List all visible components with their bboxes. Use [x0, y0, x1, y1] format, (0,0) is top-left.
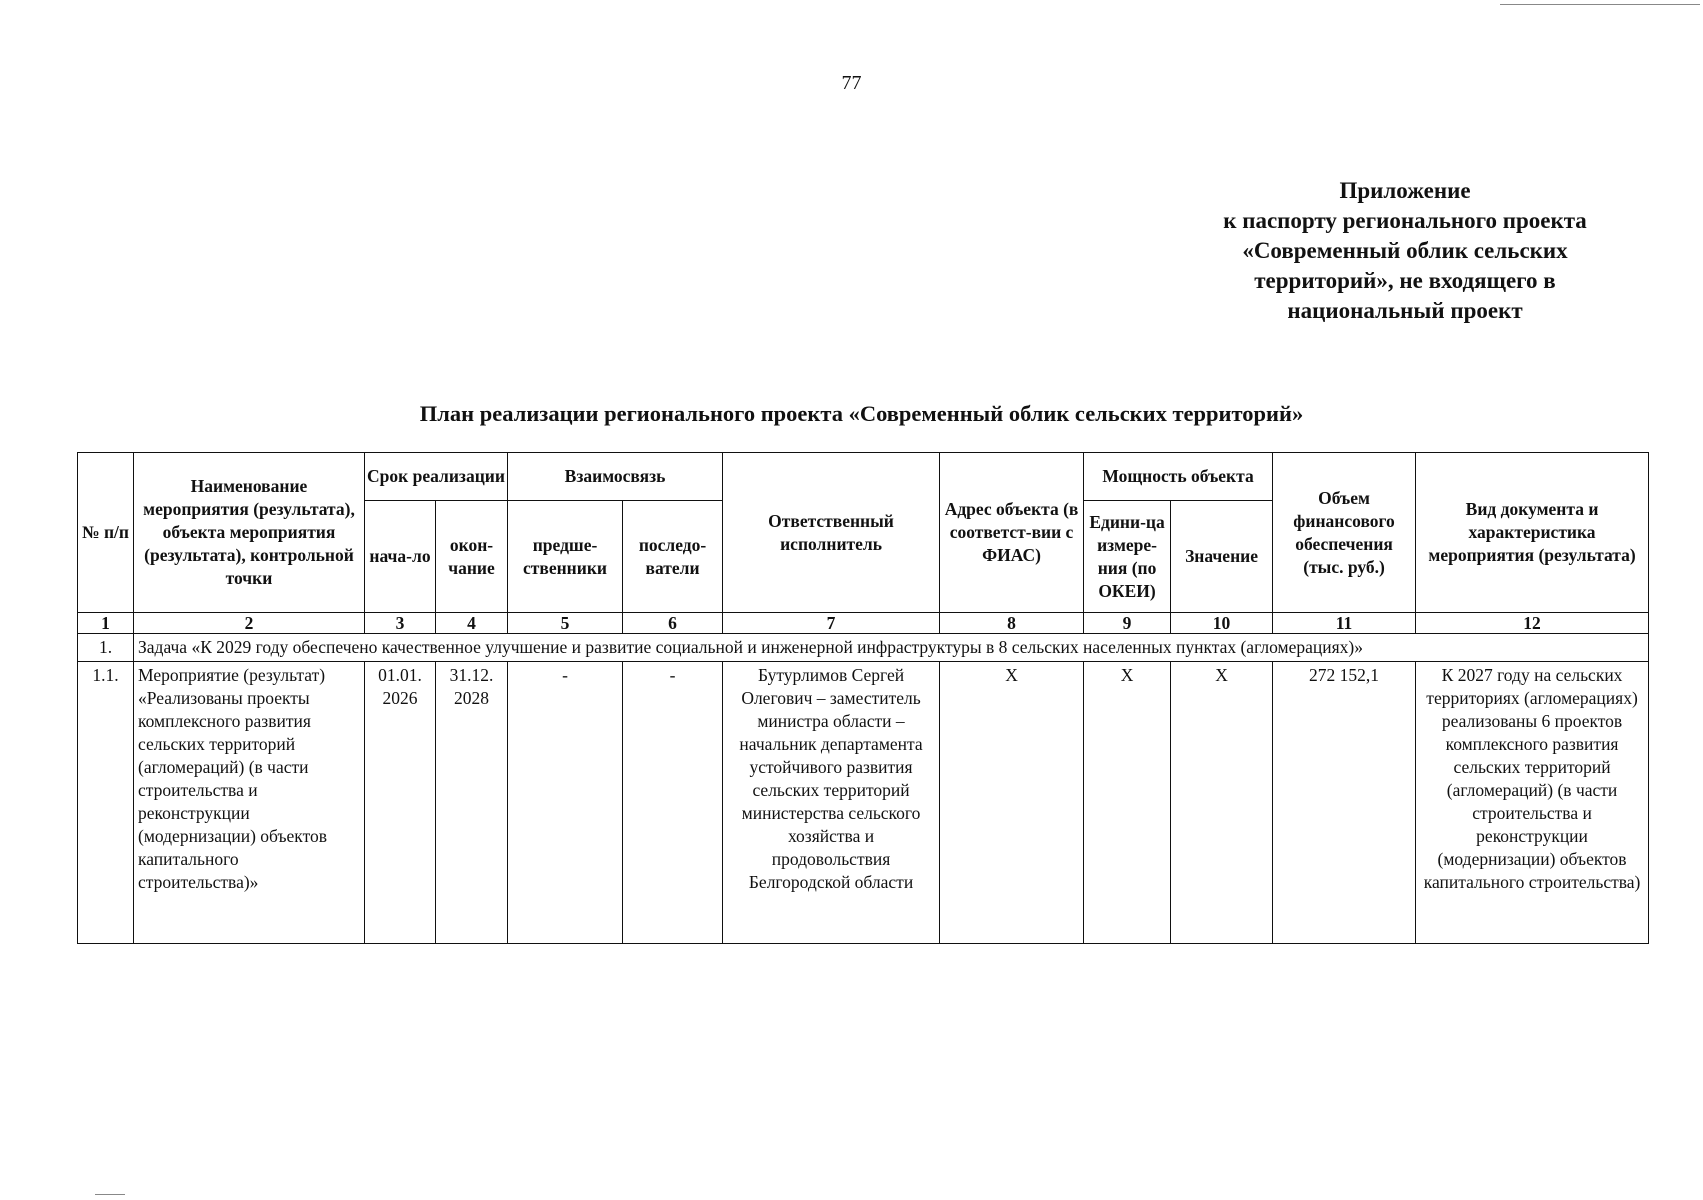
row-responsible: Бутурлимов Сергей Олегович – заместитель министра области – начальник департамента устойчивого развития сельских территорий министерства сельского хозяйства и продовольствия Белгородской области: [723, 662, 940, 944]
row-next: -: [623, 662, 723, 944]
table-row: [78, 662, 1649, 944]
header-term: Срок реализации: [365, 453, 508, 501]
plan-title: План реализации регионального проекта «Современный облик сельских территорий»: [419, 401, 1304, 426]
header-term-start: нача-ло: [365, 501, 436, 613]
header-name: Наименование мероприятия (результата), объекта мероприятия (результата), контрольной точки: [134, 453, 365, 613]
page-number: 77: [841, 72, 862, 94]
appendix-line: к паспорту регионального проекта: [1223, 208, 1587, 233]
header-doc-type: Вид документа и характеристика мероприятия (результата): [1416, 453, 1649, 613]
header-address: Адрес объекта (в соответст-вии с ФИАС): [940, 453, 1084, 613]
header-relation-prev: предше-ственники: [508, 501, 623, 613]
scan-edge-mark: [1500, 4, 1700, 5]
column-number: 9: [1084, 613, 1171, 634]
implementation-plan-table: [77, 452, 1649, 944]
column-number: 1: [78, 613, 134, 634]
task-row: [78, 634, 1649, 662]
row-value: Х: [1171, 662, 1273, 944]
row-funding: 272 152,1: [1273, 662, 1416, 944]
column-number: 12: [1416, 613, 1649, 634]
header-responsible: Ответственный исполнитель: [723, 453, 940, 613]
column-number: 3: [365, 613, 436, 634]
row-address: Х: [940, 662, 1084, 944]
scan-edge-mark: [95, 1194, 125, 1195]
column-number: 10: [1171, 613, 1273, 634]
column-number: 2: [134, 613, 365, 634]
row-num: 1.1.: [78, 662, 134, 944]
row-doc: К 2027 году на сельских территориях (агломерациях) реализованы 6 проектов комплексного развития сельских территорий (агломераций) (в части строительства и реконструкции (модернизации) объектов капитального строительства): [1416, 662, 1649, 944]
appendix-line: территорий», не входящего в: [1254, 268, 1556, 293]
column-number: 5: [508, 613, 623, 634]
header-funding: Объем финансового обеспечения (тыс. руб.): [1273, 453, 1416, 613]
row-name: Мероприятие (результат) «Реализованы проекты комплексного развития сельских территорий (агломераций) (в части строительства и реконструкции (модернизации) объектов капитального строительства)»: [134, 662, 365, 944]
appendix-line: национальный проект: [1287, 298, 1523, 323]
column-number: 11: [1273, 613, 1416, 634]
header-num: № п/п: [78, 453, 134, 613]
row-end: 31.12. 2028: [436, 662, 508, 944]
appendix-line: «Современный облик сельских: [1242, 238, 1568, 263]
column-number: 8: [940, 613, 1084, 634]
header-relation: Взаимосвязь: [508, 453, 723, 501]
column-number: 4: [436, 613, 508, 634]
column-number: 6: [623, 613, 723, 634]
header-capacity-value: Значение: [1171, 501, 1273, 613]
appendix-header: [1150, 176, 1660, 326]
row-prev: -: [508, 662, 623, 944]
column-number: 7: [723, 613, 940, 634]
header-relation-next: последо-ватели: [623, 501, 723, 613]
header-term-end: окон-чание: [436, 501, 508, 613]
appendix-line: Приложение: [1339, 178, 1471, 203]
header-capacity: Мощность объекта: [1084, 453, 1273, 501]
row-start: 01.01. 2026: [365, 662, 436, 944]
task-text: Задача «К 2029 году обеспечено качественное улучшение и развитие социальной и инженерной инфраструктуры в 8 сельских населенных пунктах (агломерациях)»: [134, 634, 1649, 662]
header-capacity-unit: Едини-ца измере-ния (по ОКЕИ): [1084, 501, 1171, 613]
task-num: 1.: [78, 634, 134, 662]
row-unit: Х: [1084, 662, 1171, 944]
